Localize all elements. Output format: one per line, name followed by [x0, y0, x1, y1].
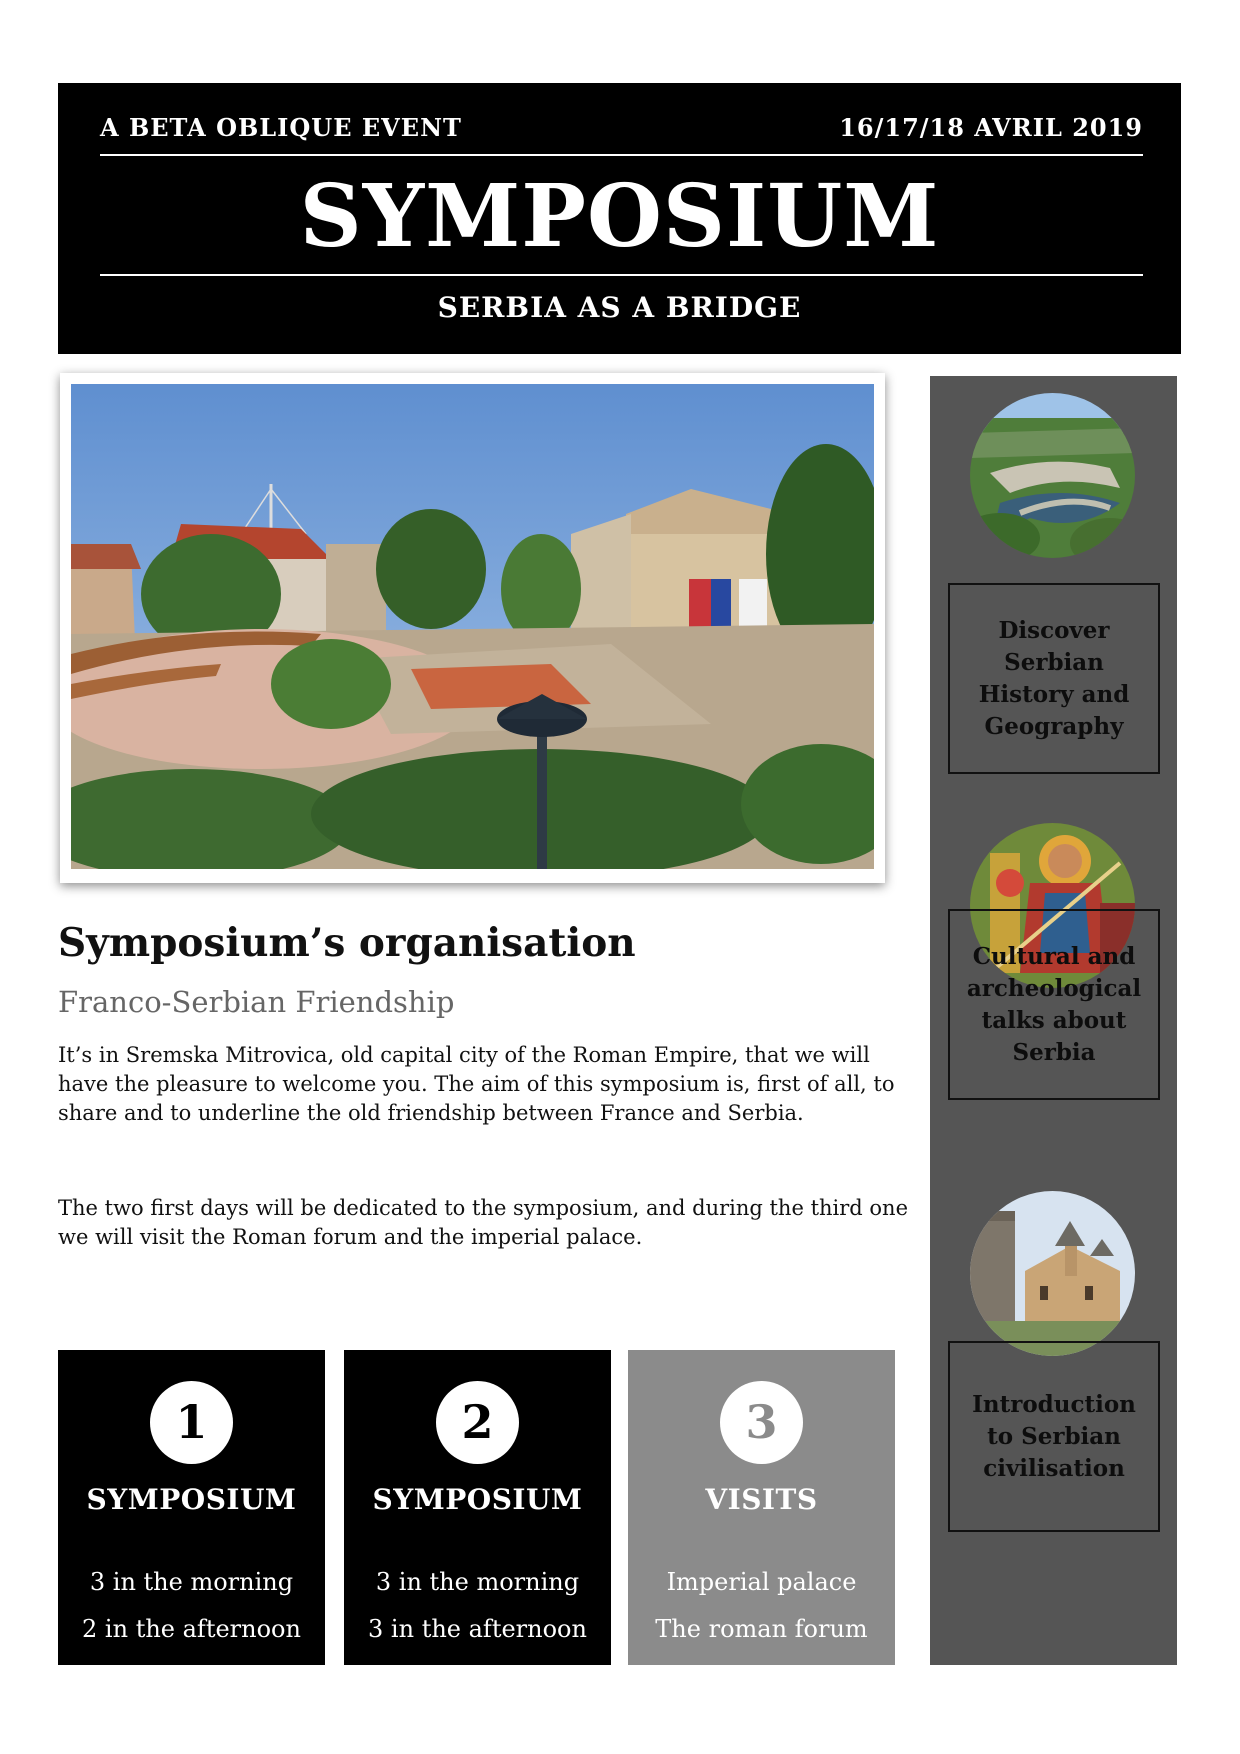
day-detail: 3 in the morning: [89, 1568, 294, 1596]
event-dates: 16/17/18 AVRIL 2019: [839, 113, 1143, 142]
page-subtitle: SERBIA AS A BRIDGE: [437, 291, 802, 324]
header-banner: [58, 83, 1181, 354]
sidebar-item-civilisation: Introduction to Serbian civilisation: [948, 1341, 1160, 1532]
day-card-1: [58, 1350, 325, 1665]
day-detail: Imperial palace: [666, 1568, 857, 1596]
section-subheading: Franco-Serbian Friendship: [58, 985, 455, 1019]
day-title: SYMPOSIUM: [86, 1483, 297, 1516]
day-title: SYMPOSIUM: [372, 1483, 583, 1516]
organizer-name: A BETA OBLIQUE EVENT: [100, 113, 462, 142]
intro-paragraph: It’s in Sremska Mitrovica, old capital city of the Roman Empire, that we will have the pleasure to welcome you. The aim of this symposium is, first of all, to share and to underline the old friendship between France and Serbia.: [58, 1043, 895, 1125]
page-title: SYMPOSIUM: [299, 166, 940, 267]
day-number-badge: 2: [436, 1381, 519, 1464]
day-detail: 3 in the afternoon: [368, 1615, 587, 1643]
sidebar-item-history: Discover Serbian History and Geography: [948, 583, 1160, 774]
day-detail: 2 in the afternoon: [82, 1615, 301, 1643]
schedule-paragraph: The two first days will be dedicated to the symposium, and during the third one we will visit the Roman forum and the imperial palace.: [58, 1196, 908, 1249]
header-divider-bottom: [100, 274, 1143, 276]
day-card-2: [344, 1350, 611, 1665]
section-heading: Symposium’s organisation: [58, 920, 636, 966]
day-detail: The roman forum: [655, 1615, 868, 1643]
sidebar-item-talks: Cultural and archeological talks about Serbia: [948, 909, 1160, 1100]
day-title: VISITS: [705, 1483, 818, 1516]
day-card-3: [628, 1350, 895, 1665]
sidebar: [930, 376, 1177, 1665]
day-detail: 3 in the morning: [375, 1568, 580, 1596]
monastery-photo: [970, 1191, 1135, 1356]
header-divider-top: [100, 154, 1143, 156]
town-square-photo: [71, 384, 874, 869]
main-photo-frame: [60, 373, 885, 883]
canyon-photo: [970, 393, 1135, 558]
day-number-badge: 1: [150, 1381, 233, 1464]
day-number-badge: 3: [720, 1381, 803, 1464]
